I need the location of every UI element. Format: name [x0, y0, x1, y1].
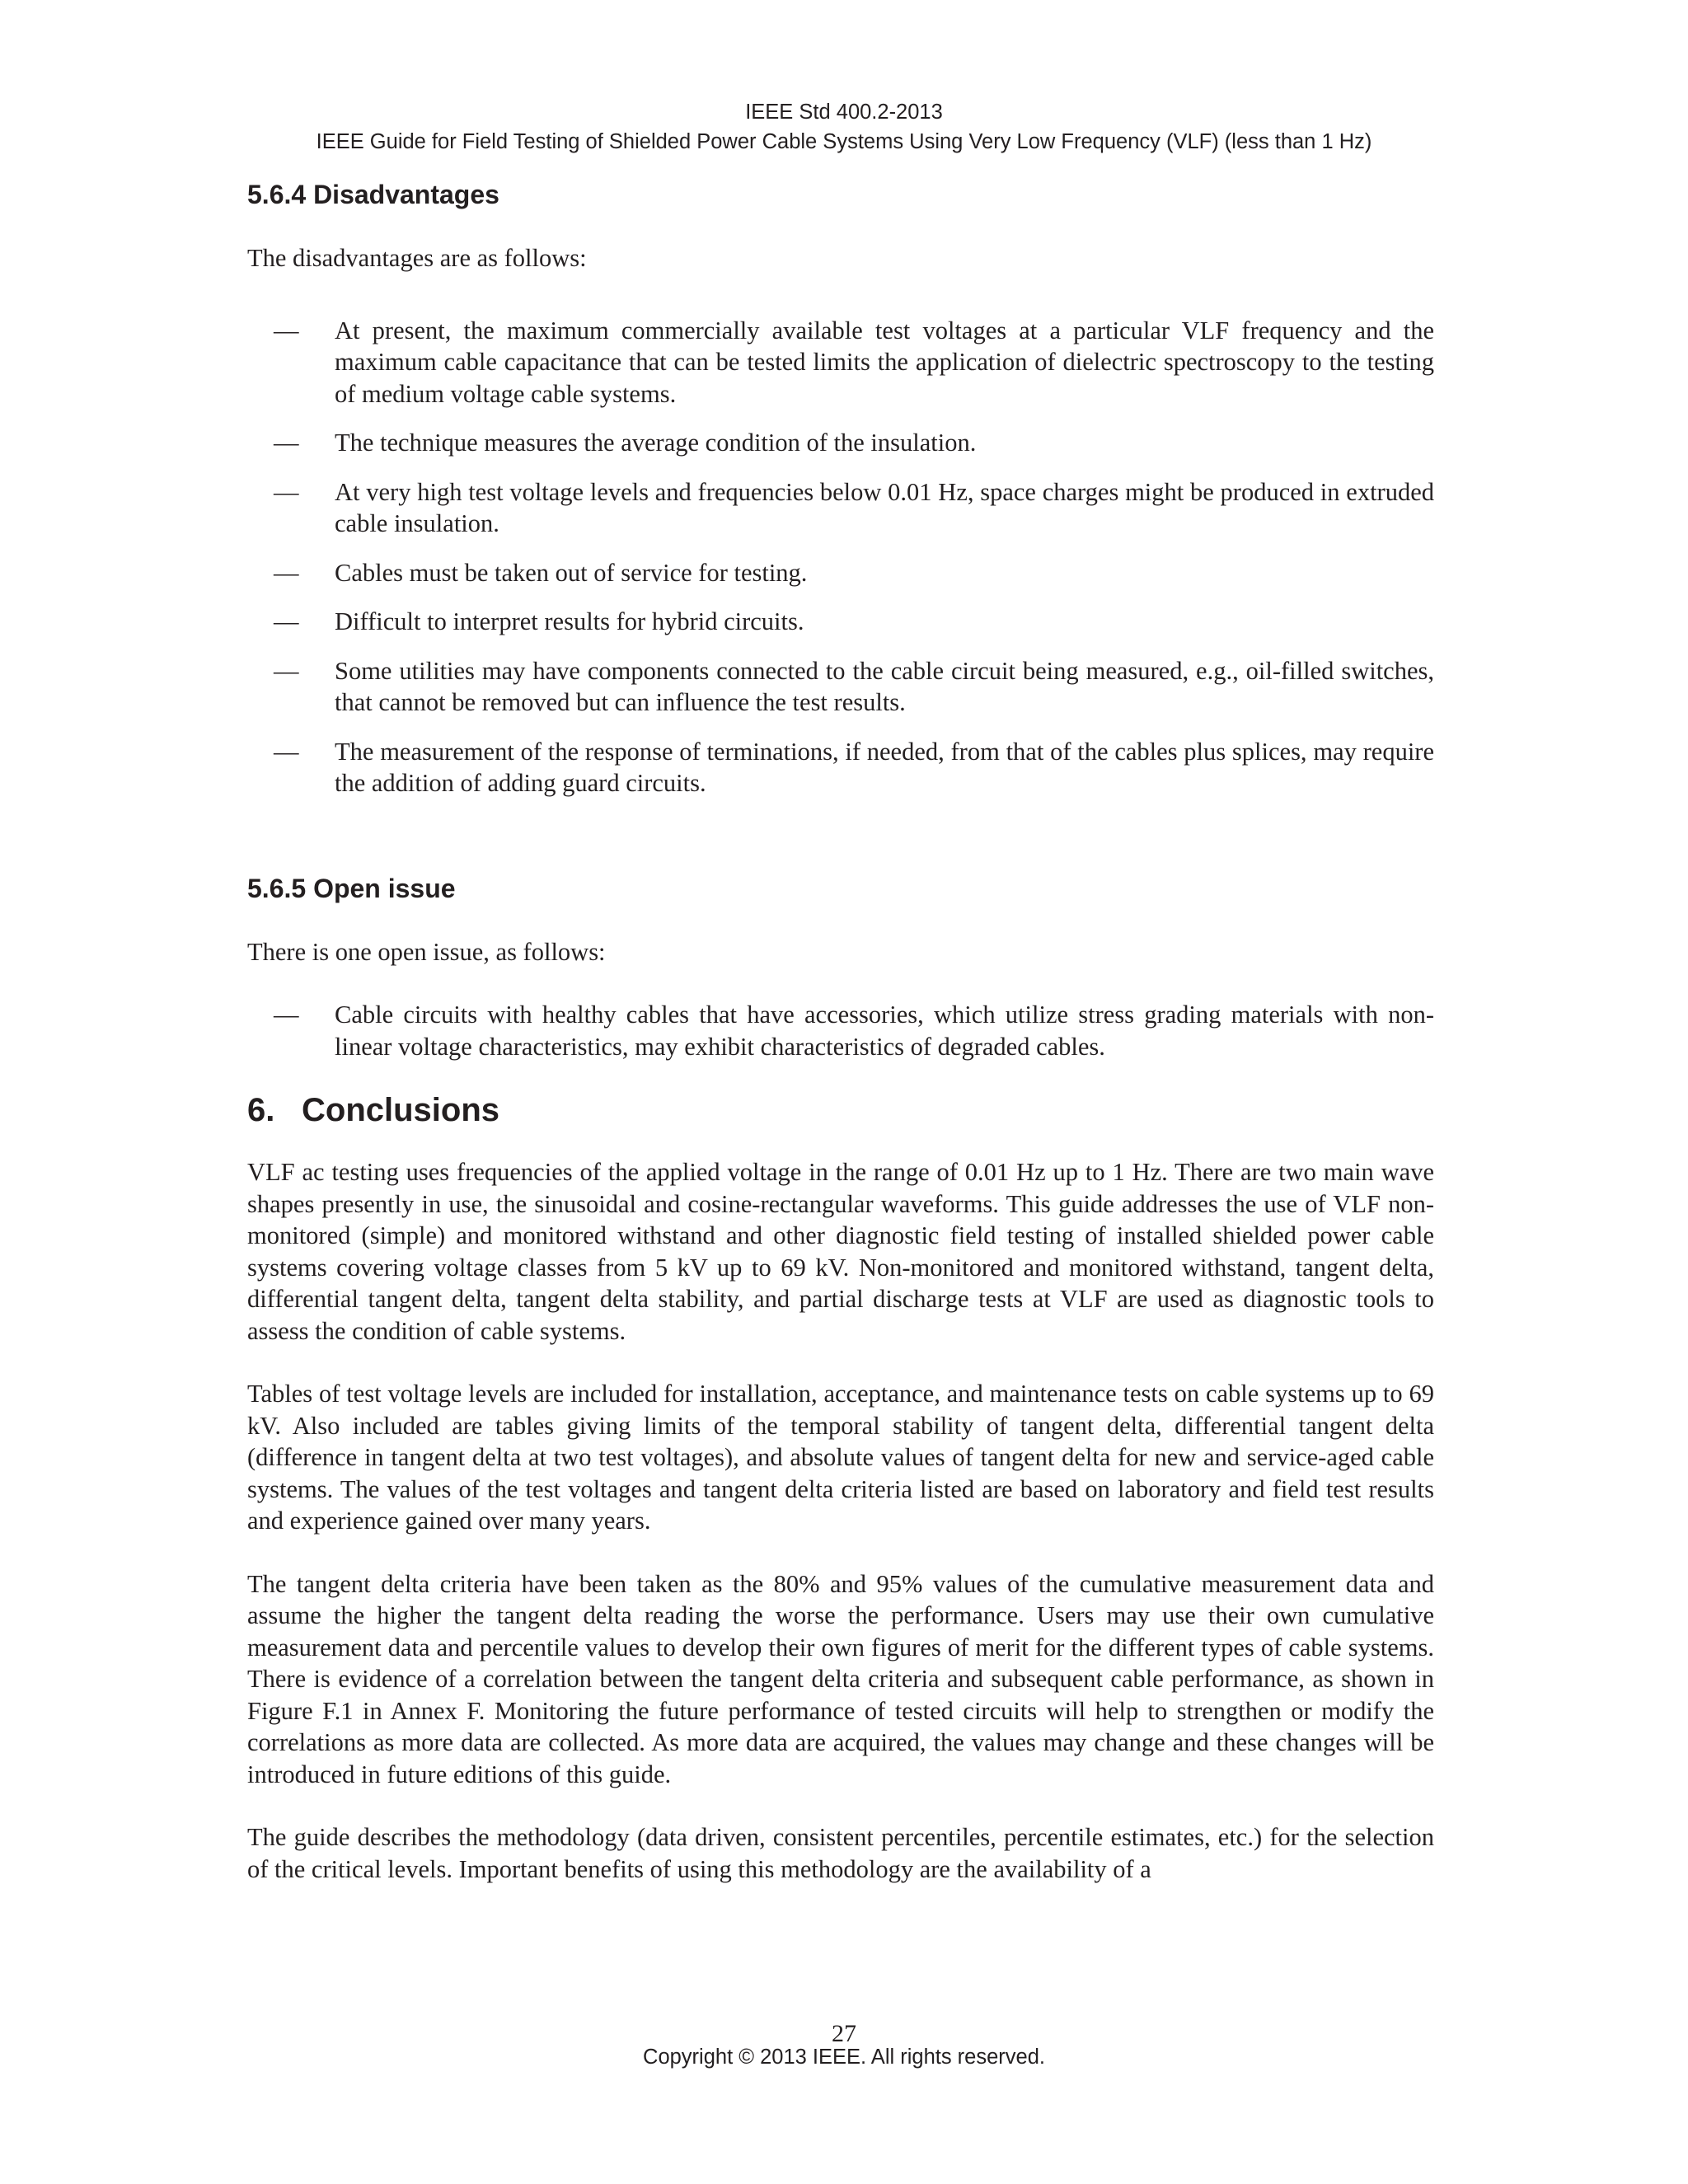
page-number: 27 — [832, 2020, 856, 2047]
copyright-notice: Copyright © 2013 IEEE. All rights reserved. — [643, 2046, 1045, 2069]
dash-bullet: — — [274, 1001, 299, 1029]
conclusions-paragraph: VLF ac testing uses frequencies of the applied voltage in the range of 0.01 Hz up to 1 Hz. There are two main wave shapes presently in use, the sinusoidal and cosine-rectangular waveforms. This guide addresses the use of VLF non-monitored (simple) and monitored withstand and other diagnostic field testing of installed shielded power cable systems covering voltage classes from 5 kV up to 69 kV. Non-monitored and monitored withstand, tangent delta, differential tangent delta, tangent delta stability, and partial discharge tests at VLF are used as diagnostic tools to assess the condition of cable systems. — [247, 1158, 1434, 1345]
dash-bullet: — — [274, 429, 299, 457]
list-item — [247, 315, 1434, 410]
dash-bullet: — — [274, 316, 299, 344]
page-content — [247, 178, 1434, 1885]
list-item-text: The technique measures the average condition of the insulation. — [335, 429, 977, 457]
disadvantages-intro: The disadvantages are as follows: — [247, 244, 587, 272]
list-item — [247, 427, 1434, 459]
list-item-text: Difficult to interpret results for hybrid circuits. — [335, 607, 804, 635]
open-issue-intro: There is one open issue, as follows: — [247, 937, 606, 966]
list-item — [247, 999, 1434, 1062]
open-issue-list — [247, 999, 1434, 1062]
running-footer — [0, 2022, 1688, 2069]
heading-5-6-4: 5.6.4 Disadvantages — [247, 180, 499, 209]
dash-bullet: — — [274, 656, 299, 685]
list-item-text: Cables must be taken out of service for testing. — [335, 558, 808, 587]
list-item-text: At present, the maximum commercially available test voltages at a particular VLF frequency and the maximum cable capacitance that can be tested limits the application of dielectric spectroscopy to the testing of medium voltage cable systems. — [335, 316, 1434, 408]
list-item — [247, 736, 1434, 799]
heading-5-6-5: 5.6.5 Open issue — [247, 873, 456, 903]
list-item — [247, 606, 1434, 638]
conclusions-paragraph: The guide describes the methodology (data driven, consistent percentiles, percentile estimates, etc.) for the selection of the critical levels. Important benefits of using this methodology are the availability of a — [247, 1823, 1434, 1883]
list-item-text: The measurement of the response of terminations, if needed, from that of the cables plus splices, may require the addition of adding guard circuits. — [335, 737, 1434, 797]
dash-bullet: — — [274, 477, 299, 506]
disadvantages-list — [247, 315, 1434, 799]
heading-6-conclusions — [247, 1090, 1434, 1130]
list-item — [247, 476, 1434, 540]
list-item — [247, 557, 1434, 589]
dash-bullet: — — [274, 607, 299, 635]
running-header — [0, 97, 1688, 157]
document-title: IEEE Guide for Field Testing of Shielded Power Cable Systems Using Very Low Frequency (VLF) (less than 1 Hz) — [316, 130, 1372, 153]
list-item-text: Some utilities may have components connected to the cable circuit being measured, e.g., oil-filled switches, that cannot be removed but can influence the test results. — [335, 656, 1434, 716]
section-number: 6. — [247, 1092, 275, 1128]
conclusions-paragraph: Tables of test voltage levels are included for installation, acceptance, and maintenance tests on cable systems up to 69 kV. Also included are tables giving limits of the temporal stability of tangent delta, differential tangent delta (difference in tangent delta at two test voltages), and absolute values of tangent delta for new and service-aged cable systems. The values of the test voltages and tangent delta criteria listed are based on laboratory and field test results and experience gained over many years. — [247, 1380, 1434, 1535]
section-title: Conclusions — [302, 1092, 500, 1128]
list-item-text: Cable circuits with healthy cables that have accessories, which utilize stress grading materials with non-linear voltage characteristics, may exhibit characteristics of degraded cables. — [335, 1001, 1434, 1061]
conclusions-paragraph: The tangent delta criteria have been taken as the 80% and 95% values of the cumulative measurement data and assume the higher the tangent delta reading the worse the performance. Users may use their own cumulative measurement data and percentile values to develop their own figures of merit for the different types of cable systems. There is evidence of a correlation between the tangent delta criteria and subsequent cable performance, as shown in Figure F.1 in Annex F. Monitoring the future performance of tested circuits will help to strengthen or modify the correlations as more data are collected. As more data are acquired, the values may change and these changes will be introduced in future editions of this guide. — [247, 1569, 1434, 1788]
list-item — [247, 655, 1434, 719]
dash-bullet: — — [274, 558, 299, 587]
list-item-text: At very high test voltage levels and frequencies below 0.01 Hz, space charges might be produced in extruded cable insulation. — [335, 477, 1434, 537]
dash-bullet: — — [274, 737, 299, 766]
standard-id: IEEE Std 400.2-2013 — [745, 101, 943, 124]
